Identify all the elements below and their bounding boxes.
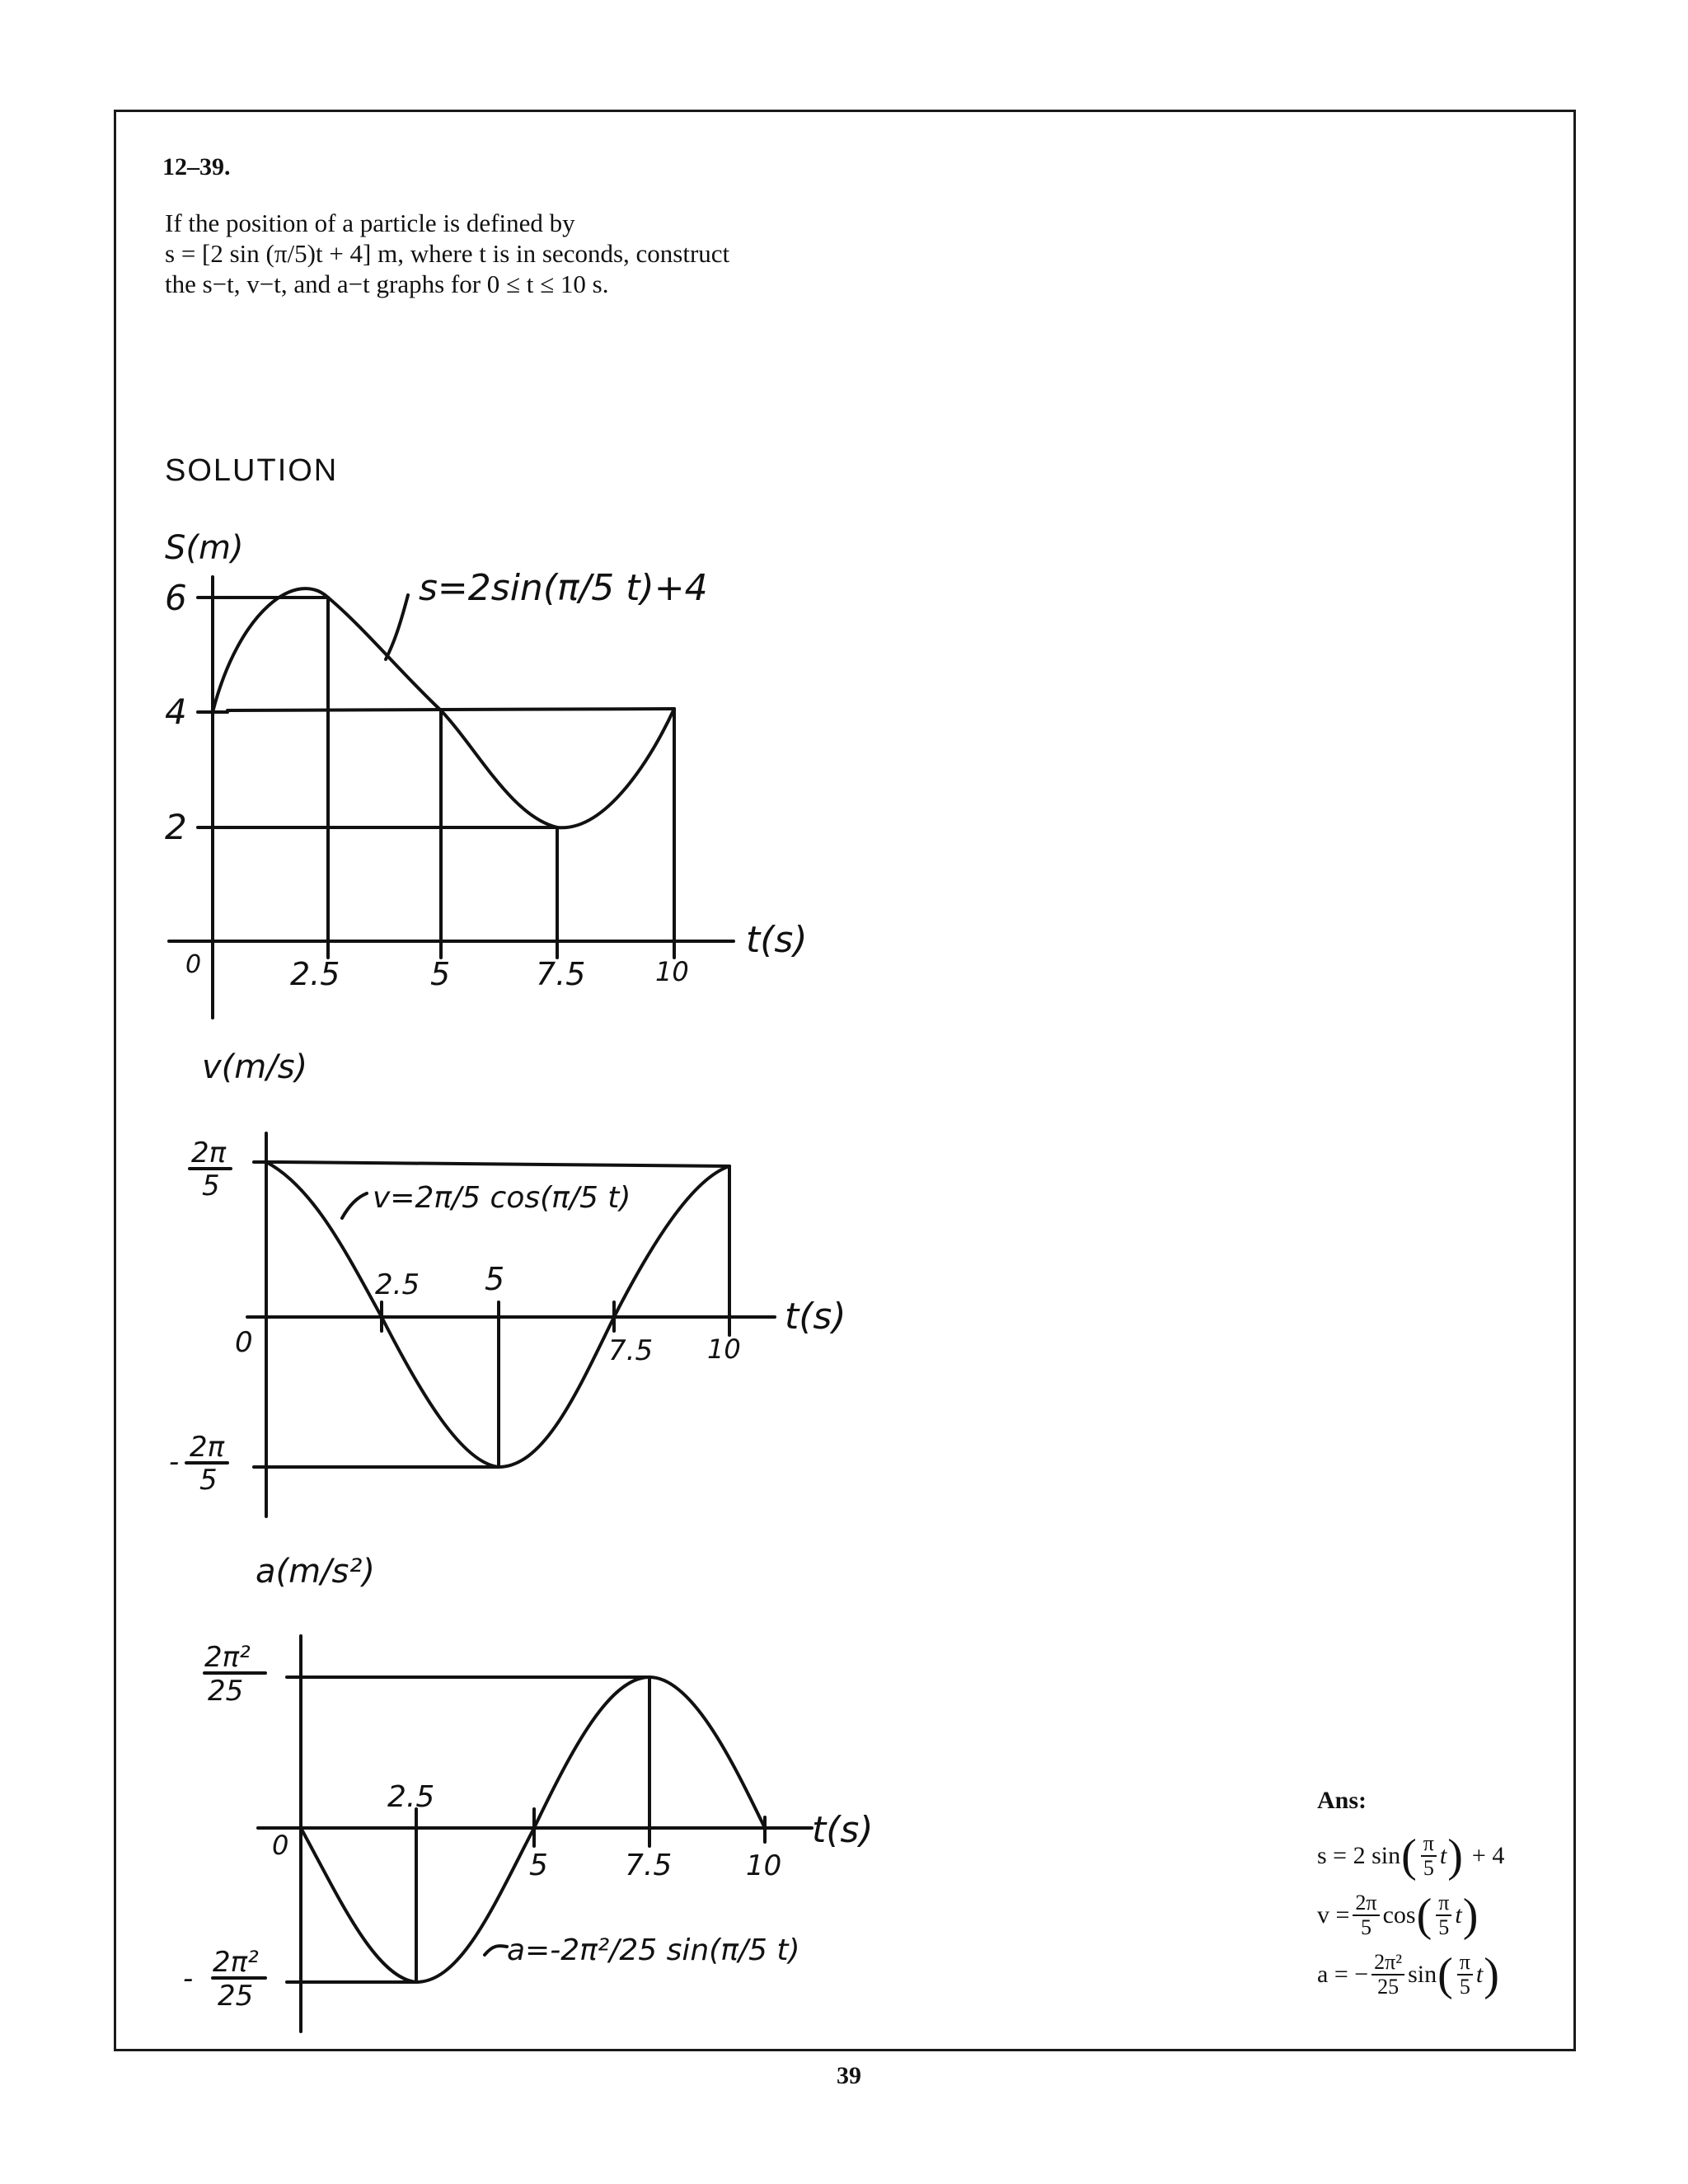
close-paren-icon: )	[1447, 1830, 1463, 1882]
s-x-tick-5: 5	[430, 956, 451, 992]
solution-heading: SOLUTION	[165, 453, 339, 488]
s-origin-label: 0	[185, 950, 202, 979]
v-equation-label: v=2π/5 cos(π/5 t)	[373, 1181, 631, 1215]
close-paren-icon: )	[1462, 1890, 1479, 1941]
a-equation-label: a=-2π²/25 sin(π/5 t)	[507, 1933, 800, 1967]
fraction-numerator: π	[1457, 1951, 1473, 1975]
s-x-tick-2-5: 2.5	[290, 956, 340, 992]
answer-s-lhs: s = 2 sin	[1317, 1842, 1401, 1869]
v-y-axis-label: v(m/s)	[202, 1048, 308, 1086]
a-y-top-den: 25	[208, 1675, 244, 1708]
problem-number: 12–39.	[162, 153, 231, 180]
v-y-top-den: 5	[202, 1169, 220, 1202]
answer-s-variable: t	[1439, 1842, 1447, 1869]
open-paren-icon: (	[1416, 1890, 1432, 1941]
a-y-axis-label: a(m/s²)	[256, 1553, 376, 1591]
fraction-numerator: 2π	[1353, 1891, 1379, 1916]
v-y-bottom-den: 5	[199, 1464, 218, 1497]
fraction-numerator: π	[1421, 1832, 1437, 1857]
s-x-tick-10: 10	[655, 956, 689, 987]
s-x-tick-7-5: 7.5	[536, 956, 586, 992]
v-x-tick-7-5: 7.5	[608, 1334, 654, 1367]
fraction-numerator: π	[1436, 1891, 1451, 1916]
problem-line-3: the s−t, v−t, and a−t graphs for 0 ≤ t ≤ 10 s.	[165, 269, 609, 298]
v-y-bottom-num: 2π	[190, 1431, 225, 1464]
open-paren-icon: (	[1401, 1830, 1417, 1882]
answer-v-coefficient	[1353, 1891, 1379, 1939]
answer-v-function: cos	[1382, 1901, 1416, 1929]
a-x-tick-2-5: 2.5	[387, 1780, 435, 1814]
answer-a-coefficient	[1372, 1951, 1404, 1999]
answer-s-equation	[1317, 1826, 1564, 1886]
a-x-tick-7-5: 7.5	[625, 1849, 673, 1882]
s-x-axis-label: t(s)	[746, 919, 808, 961]
fraction-denominator: 5	[1360, 1915, 1372, 1939]
answer-v-equation	[1317, 1886, 1564, 1945]
v-x-tick-5: 5	[485, 1261, 505, 1297]
answer-v-lhs: v =	[1317, 1901, 1350, 1929]
answer-v-variable: t	[1455, 1901, 1462, 1929]
answer-a-lhs: a = −	[1317, 1961, 1369, 1988]
v-y-bottom-sign: -	[169, 1446, 180, 1479]
answer-v-fraction	[1436, 1891, 1451, 1939]
close-paren-icon: )	[1484, 1949, 1499, 2000]
s-y-tick-6: 6	[165, 578, 187, 618]
s-equation-label: s=2sin(π/5 t)+4	[419, 567, 708, 609]
a-origin-label: 0	[272, 1830, 289, 1861]
fraction-denominator: 5	[1423, 1856, 1434, 1880]
v-guide-top	[279, 1162, 729, 1166]
page-number: 39	[837, 2062, 861, 2089]
s-y-axis-label: S(m)	[165, 529, 244, 567]
a-y-bottom-den: 25	[218, 1980, 254, 2013]
s-guide-4	[227, 709, 674, 710]
fraction-denominator: 25	[1377, 1975, 1400, 1999]
v-y-top-num: 2π	[191, 1137, 227, 1169]
a-x-tick-10: 10	[746, 1849, 782, 1882]
v-x-tick-10: 10	[707, 1333, 741, 1365]
s-y-tick-2: 2	[165, 807, 187, 847]
answer-label: Ans:	[1317, 1787, 1367, 1814]
answer-a-variable: t	[1475, 1961, 1484, 1988]
answer-s-fraction	[1421, 1832, 1437, 1880]
s-t-graph	[169, 577, 734, 1018]
answer-block	[1317, 1787, 1564, 2004]
v-x-axis-label: t(s)	[785, 1296, 846, 1338]
a-y-bottom-sign: -	[183, 1962, 194, 1995]
answer-s-tail: + 4	[1471, 1842, 1505, 1869]
fraction-denominator: 5	[1438, 1915, 1450, 1939]
answer-a-fraction	[1457, 1951, 1473, 1999]
a-x-tick-5: 5	[529, 1849, 548, 1882]
answer-a-function: sin	[1408, 1961, 1437, 1988]
a-y-bottom-num: 2π²	[213, 1946, 259, 1979]
v-origin-label: 0	[235, 1326, 253, 1359]
a-y-top-num: 2π²	[204, 1641, 251, 1674]
open-paren-icon: (	[1437, 1949, 1453, 2000]
answer-a-equation	[1317, 1945, 1564, 2004]
fraction-numerator: 2π²	[1372, 1951, 1404, 1975]
a-t-graph	[204, 1636, 812, 2032]
s-y-tick-4: 4	[165, 691, 187, 732]
problem-line-2: s = [2 sin (π/5)t + 4] m, where t is in seconds, construct	[165, 239, 730, 268]
a-x-axis-label: t(s)	[812, 1809, 874, 1851]
v-x-tick-2-5: 2.5	[375, 1268, 420, 1301]
fraction-denominator: 5	[1459, 1975, 1470, 1999]
problem-line-1: If the position of a particle is defined by	[165, 209, 575, 237]
